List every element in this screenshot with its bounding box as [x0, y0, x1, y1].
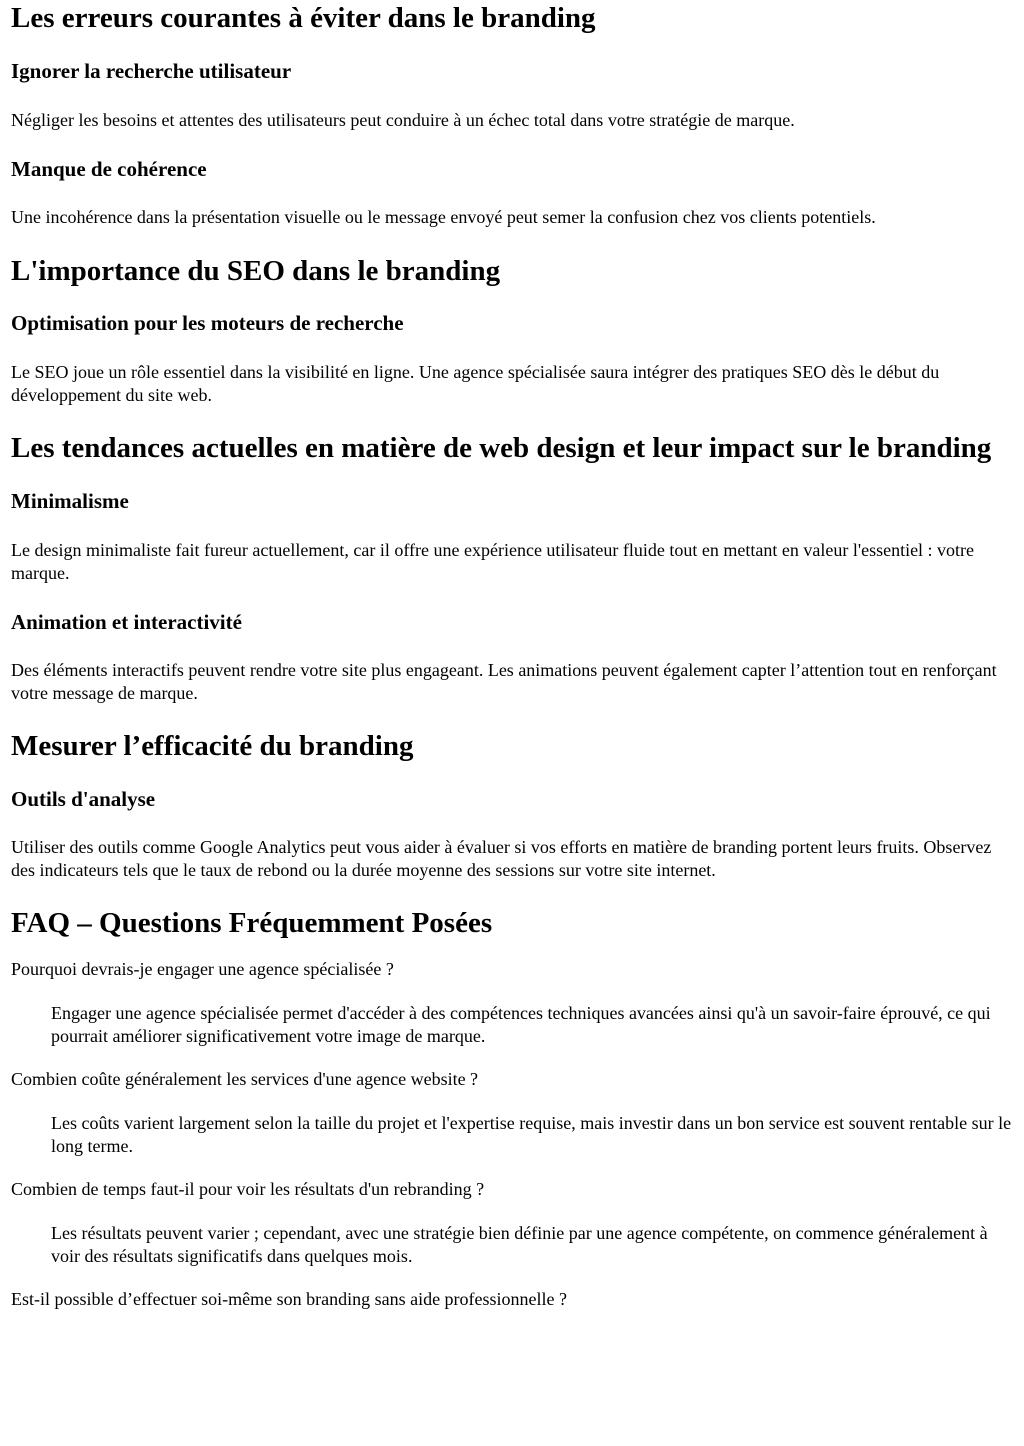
subheading-manque-coherence: Manque de cohérence: [11, 157, 207, 181]
paragraph-optimisation: Le SEO joue un rôle essentiel dans la visibilité en ligne. Une agence spécialisée saura intégrer des pratiques SEO dès le début du développement du site web.: [11, 362, 940, 405]
faq-answer: Engager une agence spécialisée permet d'accéder à des compétences techniques avancées ainsi qu'à un savoir-faire éprouvé, ce qui pourrait améliorer significativement votre image de marque.: [51, 1003, 991, 1046]
paragraph-manque-coherence: Une incohérence dans la présentation visuelle ou le message envoyé peut semer la confusion chez vos clients potentiels.: [11, 207, 876, 227]
subheading-animation: Animation et interactivité: [11, 610, 242, 634]
subheading-ignorer-recherche: Ignorer la recherche utilisateur: [11, 59, 292, 83]
faq-answer: Les coûts varient largement selon la taille du projet et l'expertise requise, mais investir dans un bon service est souvent rentable sur le long terme.: [51, 1113, 1012, 1156]
section-heading-seo: L'importance du SEO dans le branding: [11, 255, 501, 287]
paragraph-minimalisme: Le design minimaliste fait fureur actuellement, car il offre une expérience utilisateur fluide tout en mettant en valeur l'essentiel : votre marque.: [11, 540, 975, 583]
section-heading-mesurer: Mesurer l’efficacité du branding: [11, 730, 414, 762]
faq-question: Est-il possible d’effectuer soi-même son branding sans aide professionnelle ?: [11, 1289, 568, 1309]
section-heading-erreurs: Les erreurs courantes à éviter dans le branding: [11, 2, 596, 34]
paragraph-outils-analyse: Utiliser des outils comme Google Analytics peut vous aider à évaluer si vos efforts en matière de branding portent leurs fruits. Observez des indicateurs tels que le taux de rebond ou la durée moyenne des sessions sur votre site internet.: [11, 837, 992, 880]
paragraph-animation: Des éléments interactifs peuvent rendre votre site plus engageant. Les animations peuvent également capter l’attention tout en renforçant votre message de marque.: [11, 660, 997, 703]
subheading-outils-analyse: Outils d'analyse: [11, 787, 156, 811]
subheading-optimisation: Optimisation pour les moteurs de recherche: [11, 311, 404, 335]
paragraph-ignorer-recherche: Négliger les besoins et attentes des utilisateurs peut conduire à un échec total dans votre stratégie de marque.: [11, 110, 795, 130]
subheading-minimalisme: Minimalisme: [11, 489, 129, 513]
faq-answer: Les résultats peuvent varier ; cependant, avec une stratégie bien définie par une agence compétente, on commence généralement à voir des résultats significatifs dans quelques mois.: [51, 1223, 988, 1266]
faq-list: [11, 958, 1013, 1311]
faq-question: Pourquoi devrais-je engager une agence spécialisée ?: [11, 959, 394, 979]
faq-question: Combien de temps faut-il pour voir les résultats d'un rebranding ?: [11, 1179, 485, 1199]
section-heading-faq: FAQ – Questions Fréquemment Posées: [11, 907, 493, 939]
faq-question: Combien coûte généralement les services d'une agence website ?: [11, 1069, 479, 1089]
section-heading-tendances: Les tendances actuelles en matière de web design et leur impact sur le branding: [11, 432, 992, 464]
